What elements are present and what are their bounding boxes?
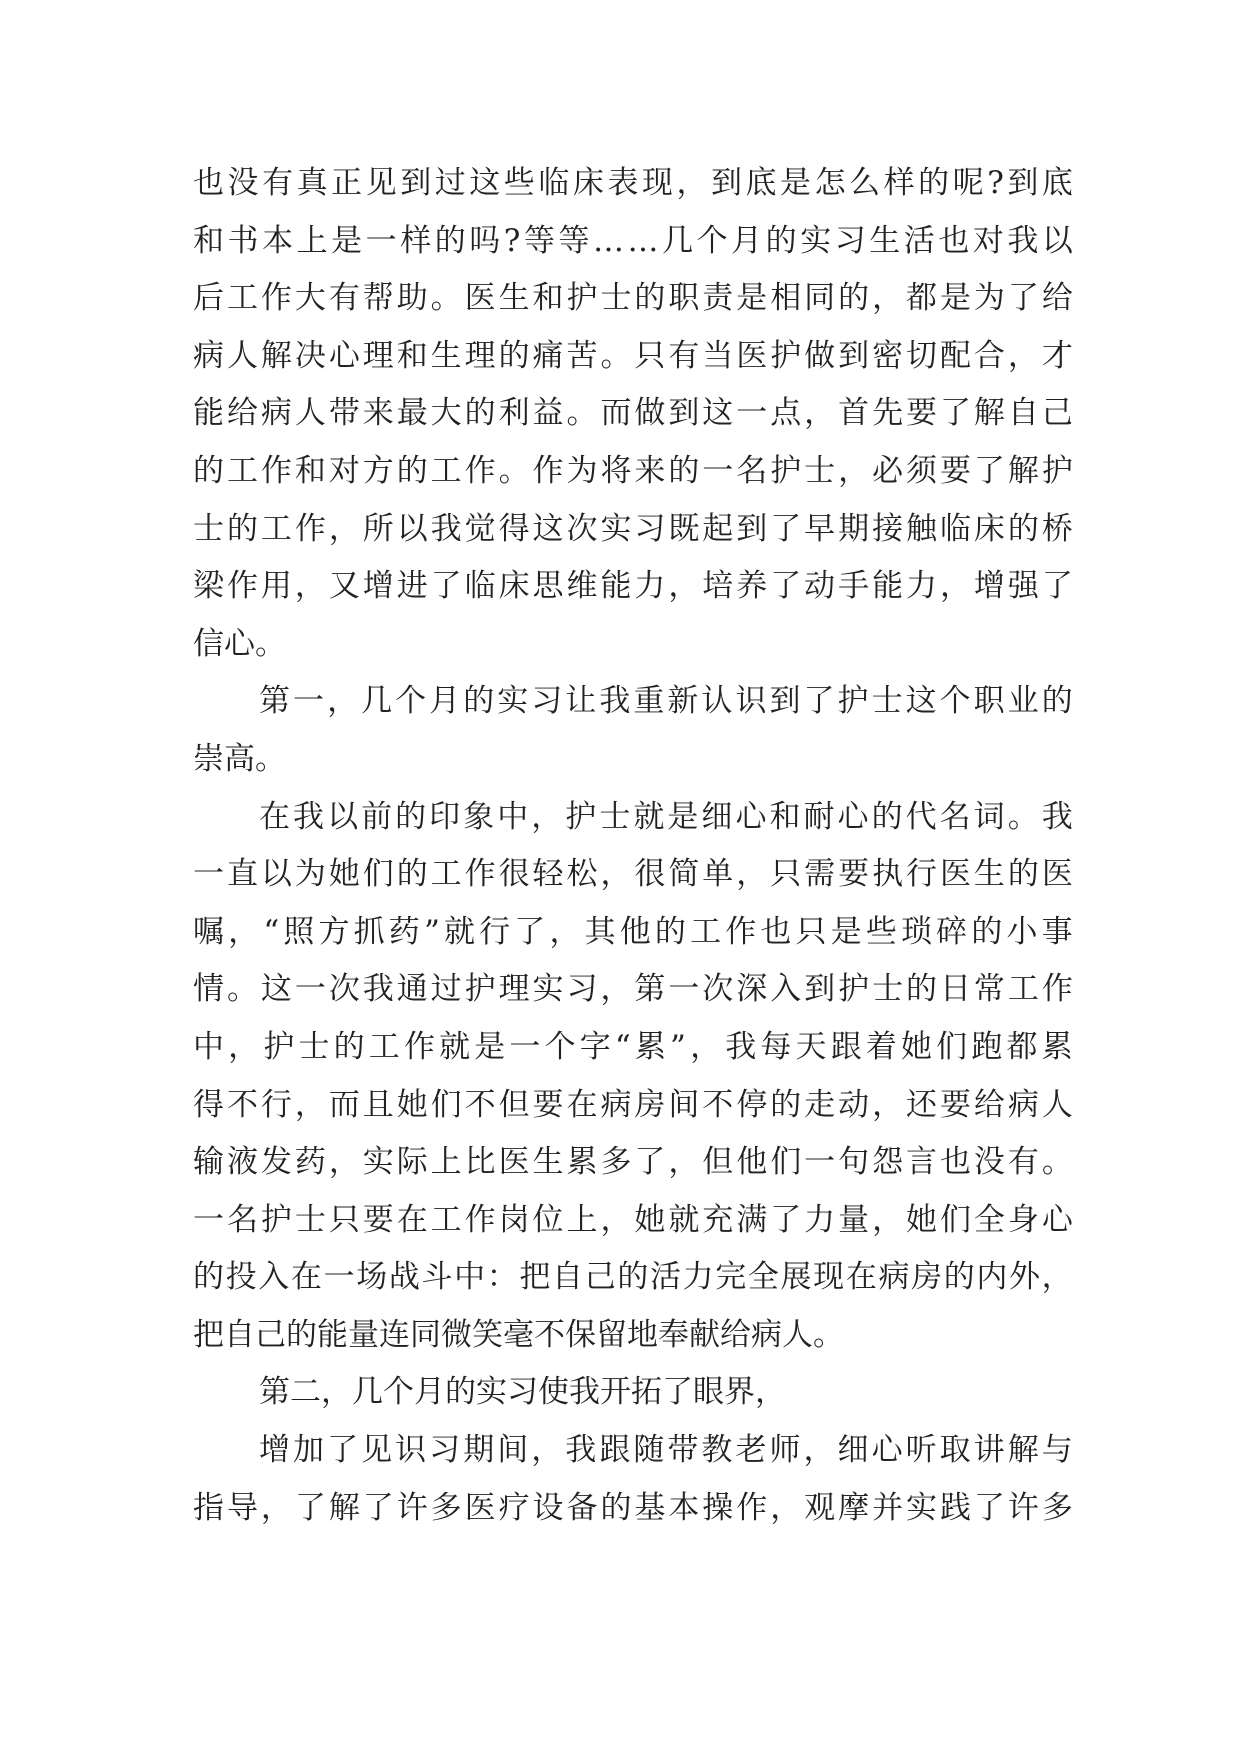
text-line: 的 投 入 在 一 场 战 斗 中 ： 把 自 己 的 活 力 完 全 展 现 在 病 房 的 内 外 ， [193, 1259, 1073, 1296]
text-line: 中 ， 护 士 的 工 作 就 是 一 个 字 “ 累 ” ， 我 每 天 跟 着 她 们 跑 都 累 [193, 1028, 1073, 1065]
text-line: 士 的 工 作 ， 所 以 我 觉 得 这 次 实 习 既 起 到 了 早 期 接 触 临 床 的 桥 [193, 510, 1073, 547]
text-line: 把自己的能量连同微笑毫不保留地奉献给病人。 [193, 1316, 844, 1353]
text-line: 得 不 行 ， 而 且 她 们 不 但 要 在 病 房 间 不 停 的 走 动 ， 还 要 给 病 人 [193, 1086, 1073, 1123]
text-line: 一 直 以 为 她 们 的 工 作 很 轻 松 ， 很 简 单 ， 只 需 要 执 行 医 生 的 医 [193, 856, 1073, 893]
text-line: 崇高。 [193, 740, 286, 777]
text-line: 和 书 本 上 是 一 样 的 吗 ? 等 等 … … 几 个 月 的 实 习 生 活 也 对 我 以 [193, 222, 1073, 259]
text-line: 嘱 ， “ 照 方 抓 药 ” 就 行 了 ， 其 他 的 工 作 也 只 是 些 琐 碎 的 小 事 [193, 913, 1073, 950]
text-line: 的 工 作 和 对 方 的 工 作 。 作 为 将 来 的 一 名 护 士 ， 必 须 要 了 解 护 [193, 452, 1073, 489]
text-line: 增 加 了 见 识 习 期 间 ， 我 跟 随 带 教 老 师 ， 细 心 听 取 讲 解 与 [259, 1432, 1073, 1469]
text-line: 信心。 [193, 625, 286, 662]
document-body [193, 155, 1073, 1537]
text-line: 后 工 作 大 有 帮 助 。 医 生 和 护 士 的 职 责 是 相 同 的 ， 都 是 为 了 给 [193, 280, 1073, 317]
text-line: 输 液 发 药 ， 实 际 上 比 医 生 累 多 了 ， 但 他 们 一 句 怨 言 也 没 有 。 [193, 1144, 1073, 1181]
text-line: 情 。 这 一 次 我 通 过 护 理 实 习 ， 第 一 次 深 入 到 护 士 的 日 常 工 作 [193, 971, 1073, 1008]
text-line: 也 没 有 真 正 见 到 过 这 些 临 床 表 现 ， 到 底 是 怎 么 样 的 呢 ? 到 底 [193, 165, 1073, 201]
text-line: 能 给 病 人 带 来 最 大 的 利 益 。 而 做 到 这 一 点 ， 首 先 要 了 解 自 己 [193, 395, 1073, 432]
text-line: 一 名 护 士 只 要 在 工 作 岗 位 上 ， 她 就 充 满 了 力 量 ， 她 们 全 身 心 [193, 1201, 1073, 1238]
text-line: 在 我 以 前 的 印 象 中 ， 护 士 就 是 细 心 和 耐 心 的 代 名 词 。 我 [259, 798, 1073, 835]
text-line: 指 导 ， 了 解 了 许 多 医 疗 设 备 的 基 本 操 作 ， 观 摩 并 实 践 了 许 多 [193, 1489, 1073, 1526]
text-line: 第 一 ， 几 个 月 的 实 习 让 我 重 新 认 识 到 了 护 士 这 个 职 业 的 [259, 683, 1073, 720]
text-line: 第二，几个月的实习使我开拓了眼界， [259, 1374, 786, 1411]
text-line: 病 人 解 决 心 理 和 生 理 的 痛 苦 。 只 有 当 医 护 做 到 密 切 配 合 ， 才 [193, 337, 1073, 374]
text-line: 梁 作 用 ， 又 增 进 了 临 床 思 维 能 力 ， 培 养 了 动 手 能 力 ， 增 强 了 [193, 568, 1073, 605]
